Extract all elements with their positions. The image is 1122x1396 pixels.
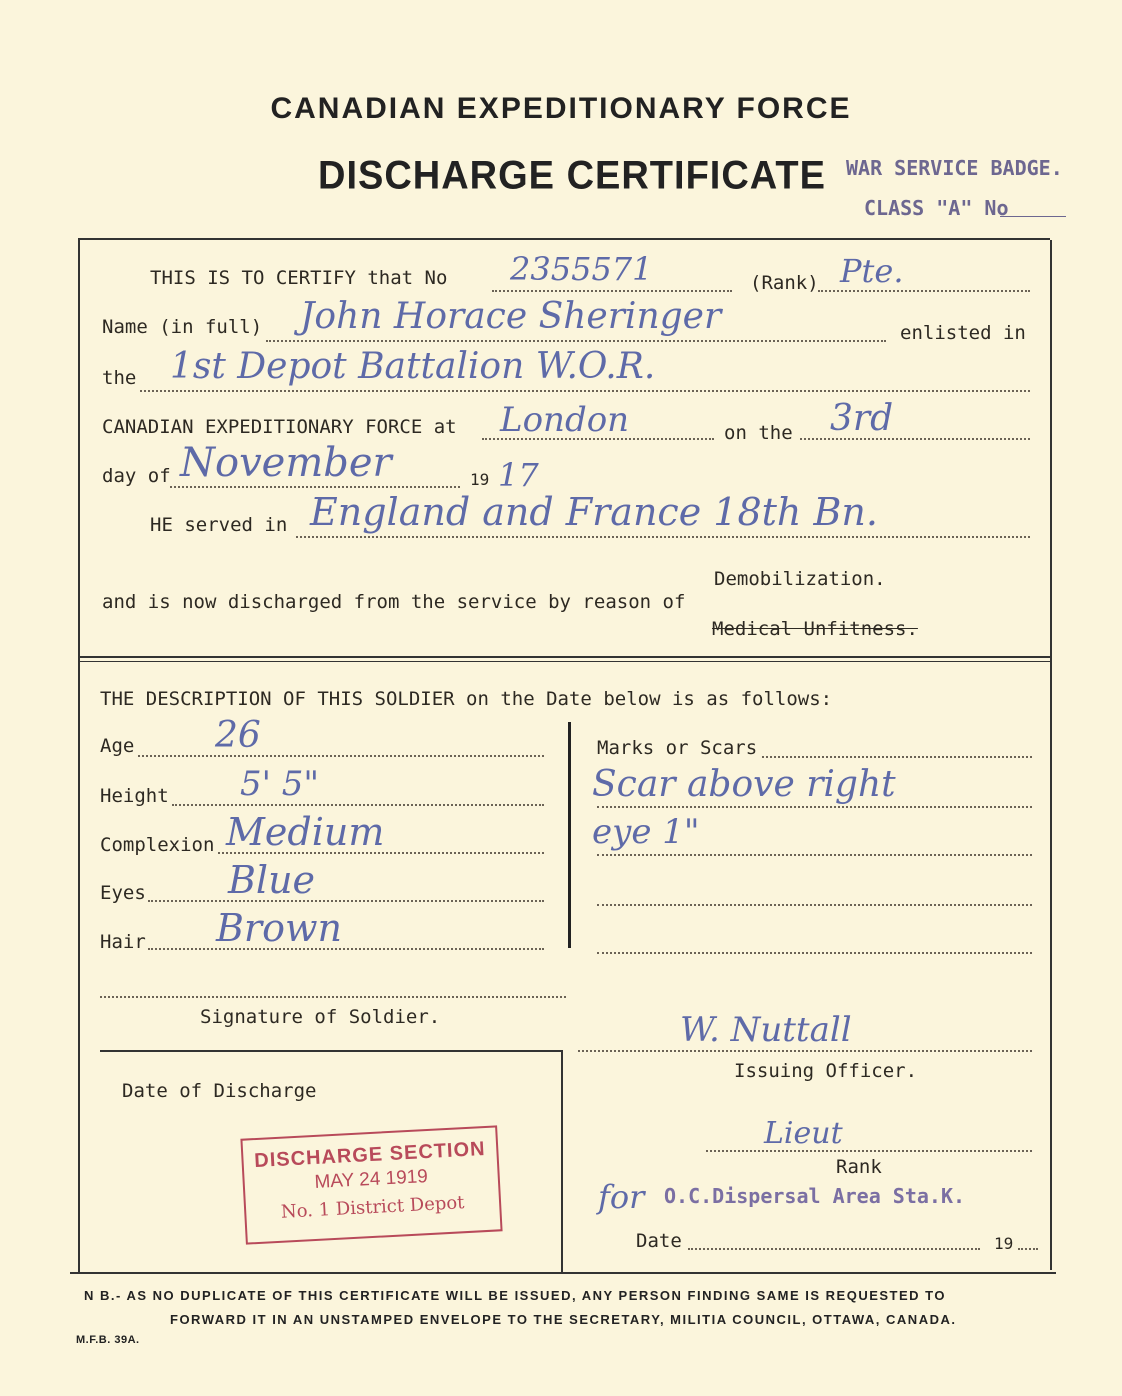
officer-rank: Lieut: [764, 1116, 843, 1151]
marks-line-1: [597, 806, 1032, 808]
description-heading: THE DESCRIPTION OF THIS SOLDIER on the Date below is as follows:: [100, 688, 833, 710]
discharge-date-label: Date of Discharge: [122, 1080, 317, 1102]
enlistment-month: November: [180, 440, 392, 486]
month-line: [170, 486, 460, 488]
stamp-line-1: DISCHARGE SECTION: [253, 1137, 487, 1173]
discharge-section-stamp: [240, 1125, 502, 1244]
frame-bottom: [70, 1272, 1056, 1274]
struck-reason: Medical Unfitness.: [712, 618, 918, 640]
discharge-reason: Demobilization.: [714, 568, 886, 590]
age-value: 26: [215, 715, 261, 756]
marks-line-2: [597, 854, 1032, 856]
height-line: [172, 804, 544, 806]
frame-right: [1050, 240, 1052, 1270]
certify-intro: THIS IS TO CERTIFY that No: [150, 267, 448, 289]
served-line: [296, 536, 1030, 538]
served-in: England and France 18th Bn.: [310, 490, 878, 534]
rank-line: [818, 290, 1030, 292]
eyes-label: Eyes: [100, 882, 146, 904]
officer-date-line: [688, 1248, 980, 1250]
war-service-badge-stamp: WAR SERVICE BADGE.: [846, 156, 1063, 180]
officer-date-year-line: [1018, 1248, 1038, 1250]
enlistment-place: London: [500, 400, 630, 440]
served-label: HE served in: [150, 514, 288, 536]
hair-label: Hair: [100, 931, 146, 953]
enlisted-label: enlisted in: [900, 322, 1026, 344]
badge-number-line: [1000, 216, 1066, 217]
form-code: M.F.B. 39A.: [76, 1334, 140, 1346]
eyes-value: Blue: [228, 858, 316, 902]
discharge-box-top: [100, 1050, 562, 1052]
officer-signature-line: [578, 1050, 1032, 1052]
nb-line-1: N B.- AS NO DUPLICATE OF THIS CERTIFICATE WILL BE ISSUED, ANY PERSON FINDING SAME IS REQUESTED TO: [84, 1288, 946, 1303]
soldier-name: John Horace Sheringer: [300, 296, 722, 337]
age-label: Age: [100, 735, 135, 757]
section-divider-2: [80, 661, 1052, 662]
nb-line-2: FORWARD IT IN AN UNSTAMPED ENVELOPE TO THE SECRETARY, MILITIA COUNCIL, OTTAWA, CANADA.: [170, 1312, 957, 1327]
height-label: Height: [100, 785, 169, 807]
marks-line-0: [762, 756, 1032, 758]
rank-value: Pte.: [840, 252, 904, 290]
eyes-line: [148, 900, 544, 902]
officer-rank-label: Rank: [836, 1156, 882, 1178]
hair-value: Brown: [216, 906, 342, 950]
marks-value-2: eye 1": [592, 812, 700, 852]
discharged-label: and is now discharged from the service by reason of: [102, 591, 686, 613]
number-line: [492, 290, 732, 292]
name-line: [266, 340, 886, 342]
marks-line-3: [597, 904, 1032, 906]
the-label: the: [102, 367, 137, 389]
frame-left: [78, 238, 80, 1272]
marks-value-1: Scar above right: [592, 764, 896, 805]
marks-label: Marks or Scars: [597, 737, 758, 759]
enlistment-day: 3rd: [830, 398, 894, 439]
enlistment-year: 17: [498, 456, 539, 494]
force-label: CANADIAN EXPEDITIONARY FORCE at: [102, 416, 457, 438]
for-prefix: for: [598, 1178, 645, 1216]
badge-class-label: CLASS "A" No: [864, 196, 1009, 220]
name-label: Name (in full): [102, 316, 263, 338]
year-prefix: 19: [470, 470, 490, 489]
frame-top: [80, 238, 1050, 240]
on-the-label: on the: [724, 422, 793, 444]
soldier-number: 2355571: [510, 250, 653, 288]
station-stamp: O.C.Dispersal Area Sta.K.: [664, 1184, 966, 1208]
day-of-label: day of: [102, 465, 171, 487]
officer-label: Issuing Officer.: [734, 1060, 918, 1082]
complexion-value: Medium: [226, 810, 385, 854]
document-title: CANADIAN EXPEDITIONARY FORCE: [270, 92, 852, 125]
rank-signature-line: [706, 1150, 1032, 1152]
unit-name: 1st Depot Battalion W.O.R.: [170, 346, 656, 387]
age-line: [138, 755, 544, 757]
discharge-box-right: [561, 1050, 563, 1272]
soldier-signature-line: [100, 996, 566, 998]
height-value: 5' 5": [240, 764, 320, 804]
officer-date-label: Date: [636, 1230, 682, 1252]
officer-signature: W. Nuttall: [680, 1010, 852, 1050]
marks-line-4: [597, 952, 1032, 954]
stamp-depot: No. 1 District Depot: [280, 1192, 465, 1223]
section-divider-1: [80, 656, 1052, 658]
certificate-title: DISCHARGE CERTIFICATE: [318, 153, 826, 199]
hair-line: [148, 948, 544, 950]
stamp-date: MAY 24 1919: [314, 1166, 429, 1193]
soldier-signature-label: Signature of Soldier.: [200, 1006, 441, 1028]
description-divider: [568, 722, 571, 948]
officer-date-year: 19: [994, 1234, 1014, 1253]
unit-line: [140, 390, 1030, 392]
complexion-label: Complexion: [100, 834, 215, 856]
rank-label: (Rank): [750, 272, 819, 294]
